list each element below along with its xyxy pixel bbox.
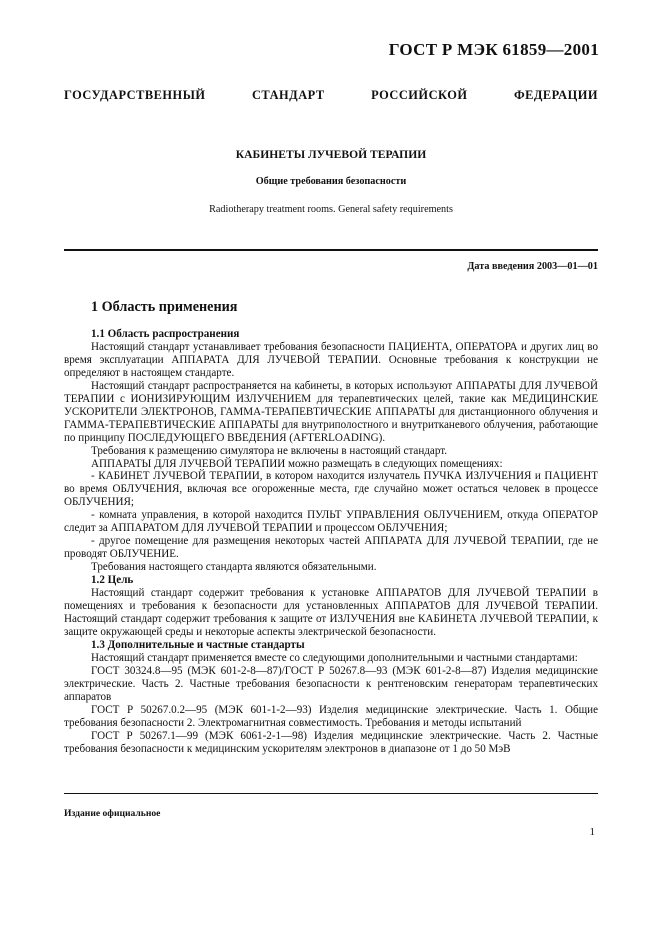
list-item: - другое помещение для размещения некоторых частей АППАРАТА ДЛЯ ЛУЧЕВОЙ ТЕРАПИИ, где не проводят ОБЛУЧЕНИЕ. [64, 535, 598, 561]
document-subtitle: Общие требования безопасности [255, 176, 407, 187]
document-code: ГОСТ Р МЭК 61859—2001 [388, 40, 599, 59]
reference-entry: ГОСТ Р 50267.0.2—95 (МЭК 601-1-2—93) Изделия медицинские электрические. Часть 1. Общие требования безопасности 2. Электромагнитная совместимость. Требования и методы испытаний [64, 703, 598, 729]
paragraph: Требования к размещению симулятора не включены в настоящий стандарт. [91, 444, 448, 457]
document-title: КАБИНЕТЫ ЛУЧЕВОЙ ТЕРАПИИ [235, 148, 427, 161]
subsection-heading: 1.3 Дополнительные и частные стандарты [91, 638, 305, 651]
bottom-divider [64, 793, 598, 794]
document-body [64, 328, 598, 755]
paragraph: Настоящий стандарт устанавливает требования безопасности ПАЦИЕНТА, ОПЕРАТОРА и других лиц во время эксплуатации АППАРАТА ДЛЯ ЛУЧЕВОЙ ТЕРАПИИ. Основные требования к конструкции не определяют в настоящем стандарте. [64, 340, 598, 379]
state-standard-heading: ГОСУДАРСТВЕННЫЙ СТАНДАРТ РОССИЙСКОЙ ФЕДЕРАЦИИ [64, 88, 598, 102]
section-heading: 1 Область применения [91, 299, 238, 315]
page-number: 1 [589, 826, 595, 838]
paragraph: Требования настоящего стандарта являются обязательными. [91, 561, 377, 574]
reference-entry: ГОСТ 30324.8—95 (МЭК 601-2-8—87)/ГОСТ Р 50267.8—93 (МЭК 601-2-8—87) Изделия медицинские электрические. Часть 2. Частные требования безопасности к рентгеновским генераторам терапевтических аппаратов [64, 664, 598, 703]
paragraph: Настоящий стандарт содержит требования к установке АППАРАТОВ ДЛЯ ЛУЧЕВОЙ ТЕРАПИИ в помещениях и требования к безопасности для установленных АППАРАТОВ ДЛЯ ЛУЧЕВОЙ ТЕРАПИИ. Настоящий стандарт содержит требования к защите от ИЗЛУЧЕНИЯ вне КАБИНЕТА ЛУЧЕВОЙ ТЕРАПИИ, к защите окружающей среды и некоторые аспекты электрической безопасности. [64, 587, 598, 638]
top-divider [64, 249, 598, 251]
reference-entry: ГОСТ Р 50267.1—99 (МЭК 6061-2-1—98) Изделия медицинские электрические. Часть 2. Частные требования безопасности к медицинским ускорителям электронов в диапазоне от 1 до 50 МэВ [64, 729, 598, 755]
subsection-heading: 1.1 Область распространения [91, 328, 240, 340]
list-item: - комната управления, в которой находится ПУЛЬТ УПРАВЛЕНИЯ ОБЛУЧЕНИЕМ, откуда ОПЕРАТОР следит за АППАРАТОМ ДЛЯ ЛУЧЕВОЙ ТЕРАПИИ и процессом ОБЛУЧЕНИЯ; [64, 509, 598, 535]
subsection-heading: 1.2 Цель [91, 574, 134, 587]
introduction-date: Дата введения 2003—01—01 [467, 261, 598, 272]
paragraph: Настоящий стандарт применяется вместе со следующими дополнительными и частными стандартами: [91, 651, 578, 664]
paragraph: АППАРАТЫ ДЛЯ ЛУЧЕВОЙ ТЕРАПИИ можно размещать в следующих помещениях: [91, 457, 503, 470]
english-title: Radiotherapy treatment rooms. General safety requirements [209, 204, 453, 215]
official-edition-label: Издание официальное [64, 808, 161, 819]
paragraph: Настоящий стандарт распространяется на кабинеты, в которых используют АППАРАТЫ ДЛЯ ЛУЧЕВОЙ ТЕРАПИИ с ИОНИЗИРУЮЩИМ ИЗЛУЧЕНИЕМ для терапевтических целей, такие как МЕДИЦИНСКИЕ УСКОРИТЕЛИ ЭЛЕКТРОНОВ, ГАММА-ТЕРАПЕВТИЧЕСКИЕ АППАРАТЫ для дистанционного облучения и ГАММА-ТЕРАПЕВТИЧЕСКИЕ АППАРАТЫ для внутриполостного и внутритканевого облучения, работающие по принципу ПОСЛЕДУЮЩЕГО ВВЕДЕНИЯ (AFTERLOADING). [64, 379, 598, 444]
list-item: - КАБИНЕТ ЛУЧЕВОЙ ТЕРАПИИ, в котором находится излучатель ПУЧКА ИЗЛУЧЕНИЯ и ПАЦИЕНТ во время ОБЛУЧЕНИЯ, включая все огороженные места, где случайно может остаться человек в процессе ОБЛУЧЕНИЯ; [64, 470, 598, 509]
